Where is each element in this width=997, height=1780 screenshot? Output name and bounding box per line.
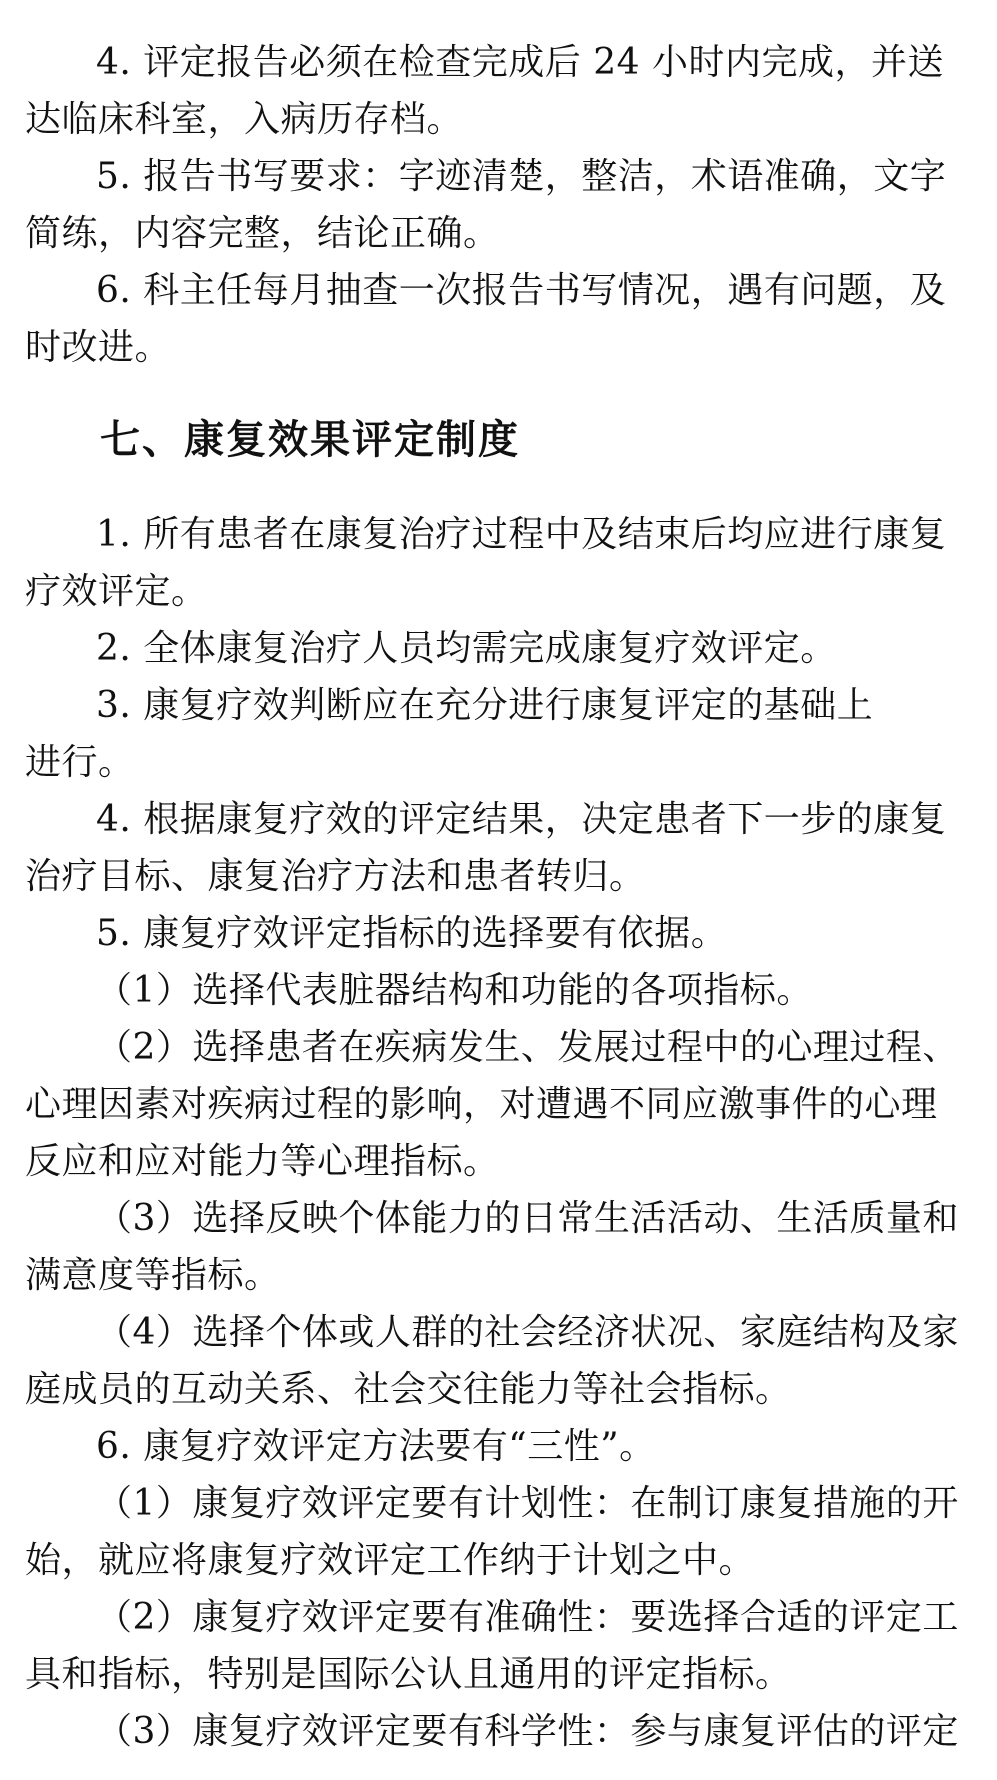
text-line: 进行。: [25, 742, 135, 783]
text-line: （3）选择反映个体能力的日常生活活动、生活质量和: [96, 1198, 959, 1239]
text-line: 时改进。: [25, 327, 172, 368]
text-line: 5. 康复疗效评定指标的选择要有依据。: [96, 913, 728, 954]
section-heading: 七、康复效果评定制度: [100, 417, 520, 463]
text-line: 庭成员的互动关系、社会交往能力等社会指标。: [25, 1369, 792, 1410]
text-line: 具和指标，特别是国际公认且通用的评定指标。: [25, 1654, 792, 1695]
text-line: 6. 科主任每月抽查一次报告书写情况，遇有问题，及: [96, 270, 947, 311]
text-line: 反应和应对能力等心理指标。: [25, 1141, 500, 1182]
text-line: 6. 康复疗效评定方法要有“三性”。: [96, 1426, 656, 1467]
text-line: 始，就应将康复疗效评定工作纳于计划之中。: [25, 1540, 756, 1581]
text-line: 治疗目标、康复治疗方法和患者转归。: [25, 856, 646, 897]
text-line: （4）选择个体或人群的社会经济状况、家庭结构及家: [96, 1312, 959, 1353]
text-line: 疗效评定。: [25, 571, 208, 612]
text-line: 3. 康复疗效判断应在充分进行康复评定的基础上: [96, 685, 874, 726]
text-line: 5. 报告书写要求：字迹清楚，整洁，术语准确，文字: [96, 156, 947, 197]
text-line: 达临床科室，入病历存档。: [25, 99, 464, 140]
text-line: 1. 所有患者在康复治疗过程中及结束后均应进行康复: [96, 514, 947, 555]
text-line: （2）康复疗效评定要有准确性：要选择合适的评定工: [96, 1597, 959, 1638]
text-line: 满意度等指标。: [25, 1255, 281, 1296]
text-line: （2）选择患者在疾病发生、发展过程中的心理过程、: [96, 1027, 959, 1068]
text-line: （1）选择代表脏器结构和功能的各项指标。: [96, 970, 813, 1011]
text-line: 简练，内容完整，结论正确。: [25, 213, 500, 254]
text-line: 4. 根据康复疗效的评定结果，决定患者下一步的康复: [96, 799, 947, 840]
text-line: （1）康复疗效评定要有计划性：在制订康复措施的开: [96, 1483, 959, 1524]
text-line: 4. 评定报告必须在检查完成后 24 小时内完成，并送: [96, 42, 944, 83]
text-line: （3）康复疗效评定要有科学性：参与康复评估的评定: [96, 1711, 959, 1752]
text-line: 2. 全体康复治疗人员均需完成康复疗效评定。: [96, 628, 837, 669]
text-line: 心理因素对疾病过程的影响，对遭遇不同应激事件的心理: [25, 1084, 938, 1125]
